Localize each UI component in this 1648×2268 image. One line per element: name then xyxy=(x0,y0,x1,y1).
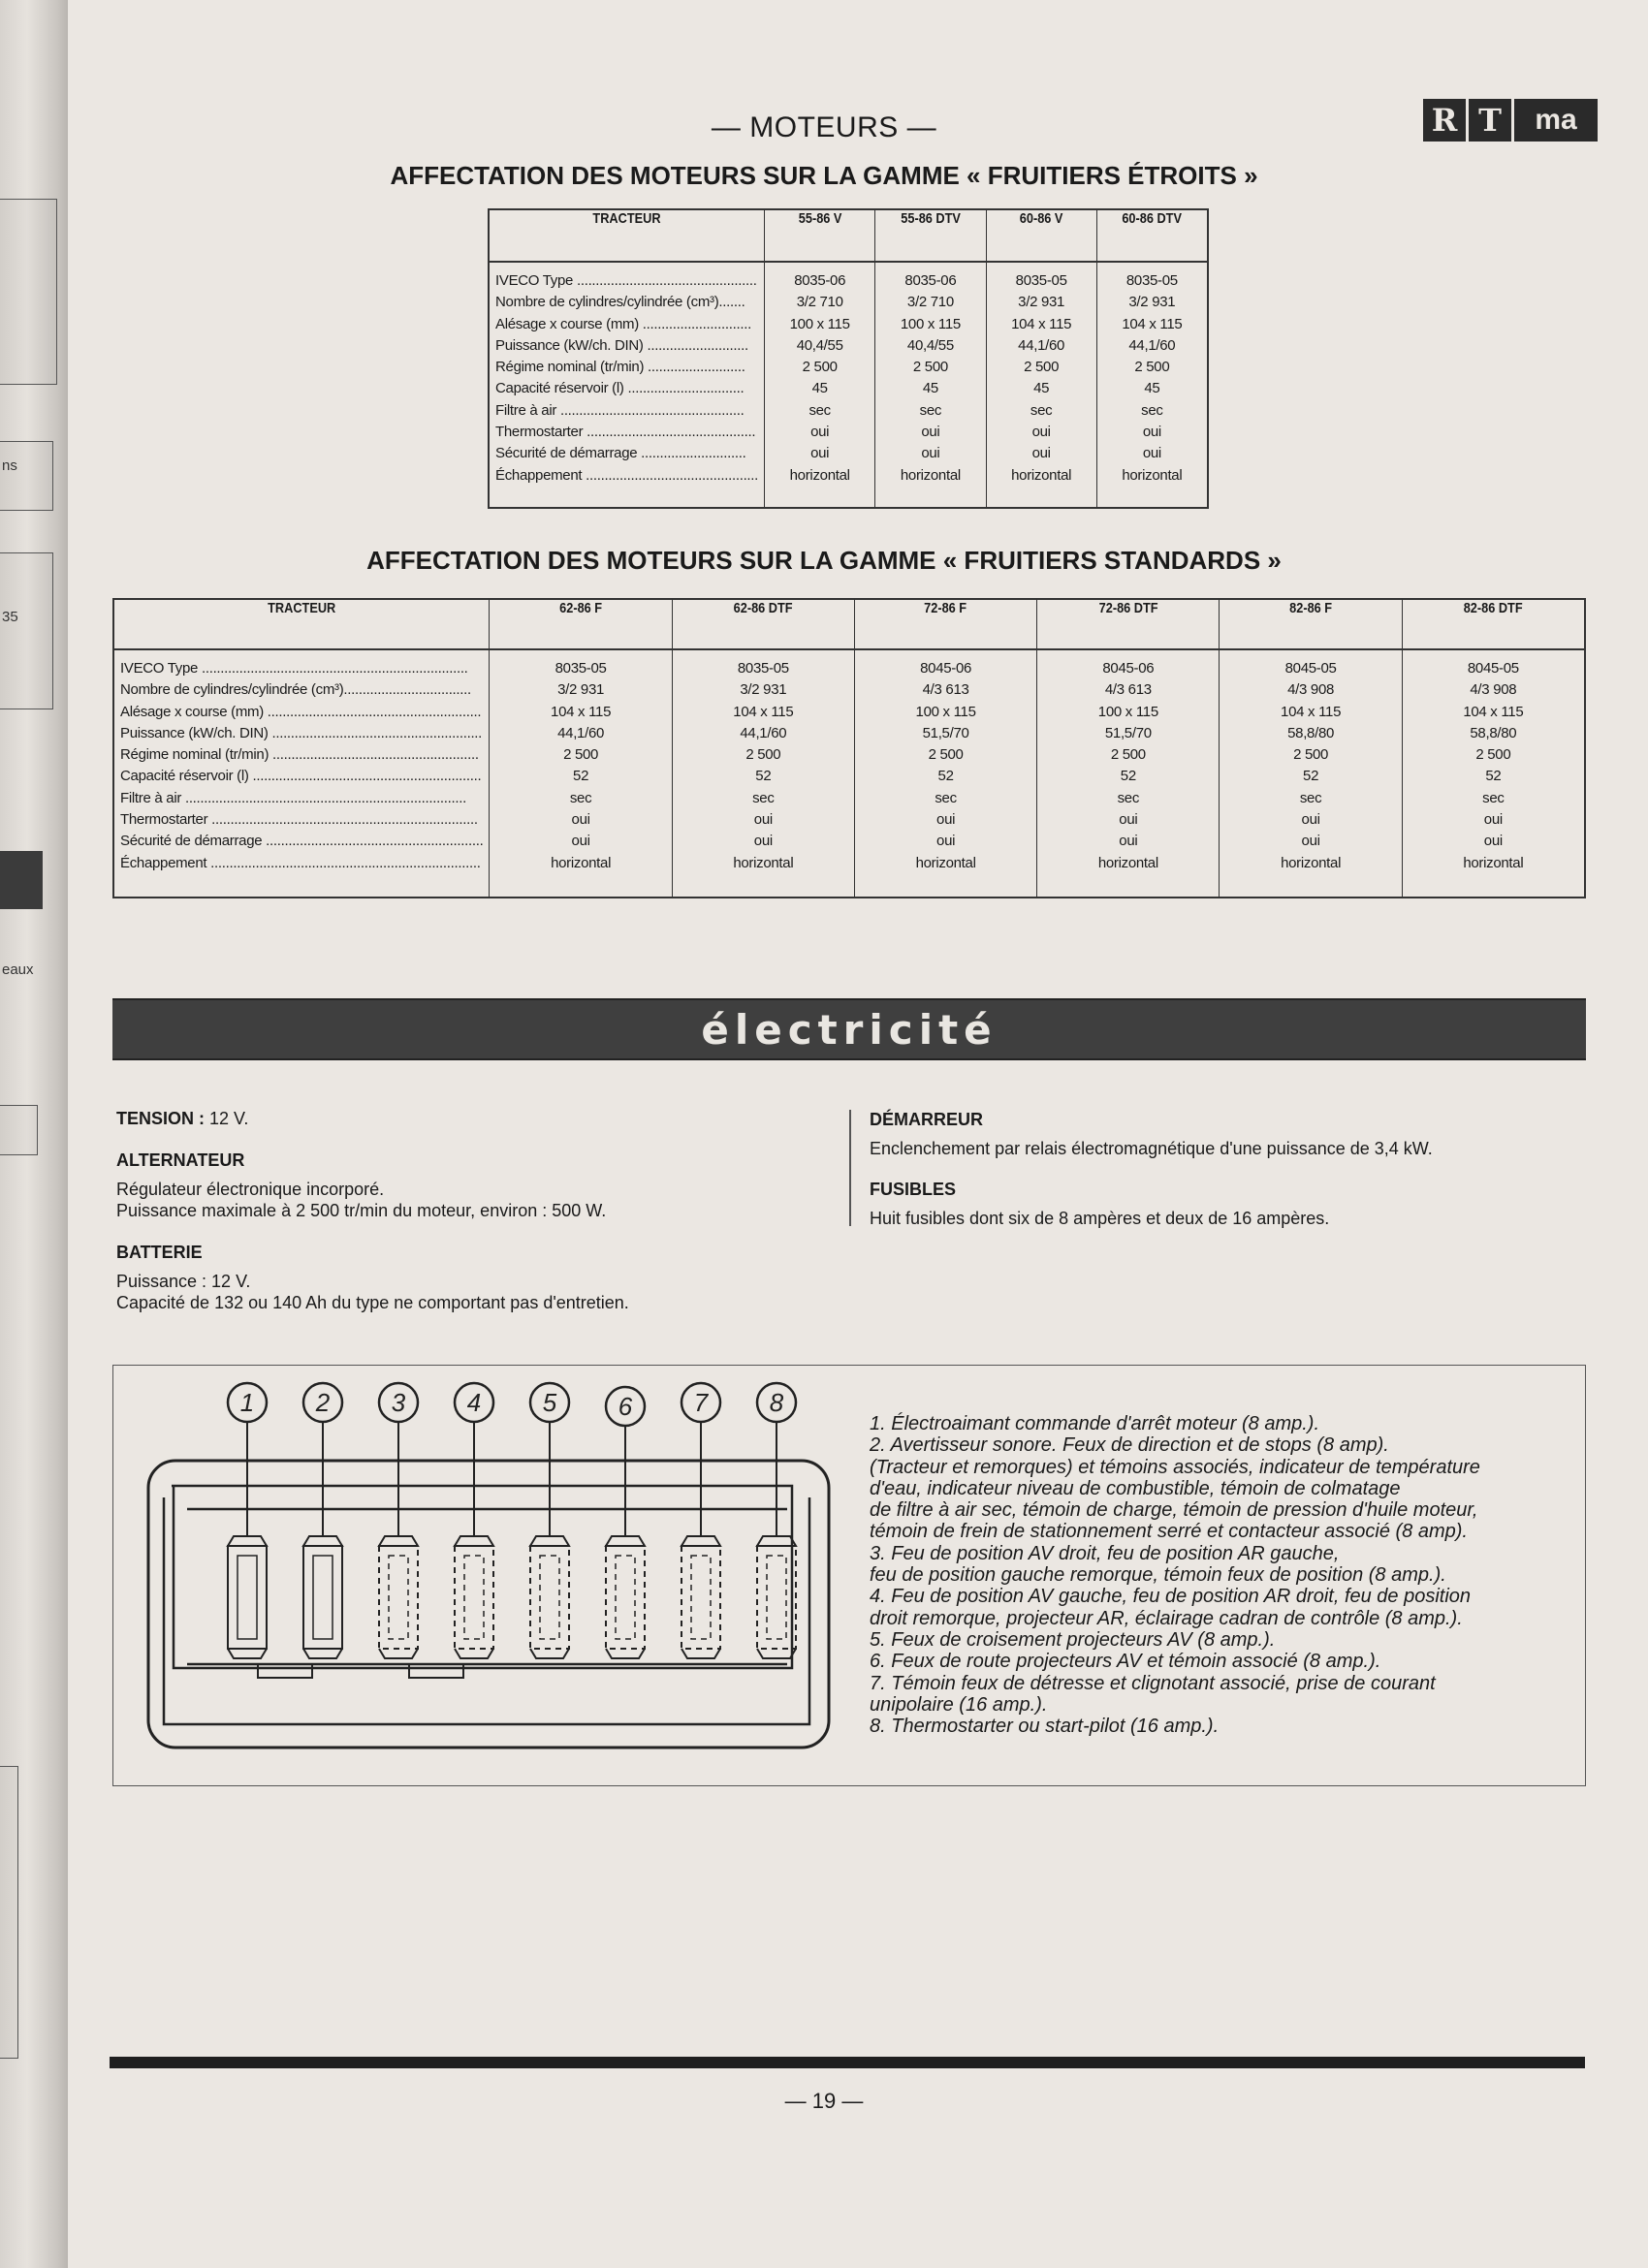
fuse xyxy=(681,1383,720,1658)
table-cell-value: 104 x 115 xyxy=(1011,315,1072,332)
table1-values-col xyxy=(875,262,986,508)
fuse-legend-line: (Tracteur et remorques) et témoins associés, indicateur de température xyxy=(870,1456,1480,1478)
rtma-logo xyxy=(1423,99,1598,142)
table-cell-value: 40,4/55 xyxy=(906,336,954,354)
fuse-legend-line: 4. Feu de position AV gauche, feu de position AR droit, feu de position xyxy=(870,1586,1472,1608)
table2-engine-specs xyxy=(112,598,1586,898)
table2-col-header: 62-86 F xyxy=(503,599,658,649)
table1-labels xyxy=(489,262,765,508)
fuse xyxy=(455,1383,493,1658)
table-cell-value: 104 x 115 xyxy=(1122,315,1183,332)
fuse-top-cap xyxy=(228,1536,267,1546)
table-cell-value: 45 xyxy=(1144,380,1160,397)
batterie-line: Capacité de 132 ou 140 Ah du type ne comportant pas d'entretien. xyxy=(116,1293,629,1312)
tension-line xyxy=(116,1108,248,1129)
fuse-bottom-cap xyxy=(530,1649,569,1658)
table2-title: AFFECTATION DES MOTEURS SUR LA GAMME « FRUITIERS STANDARDS » xyxy=(366,546,1282,575)
table-cell-value: 2 500 xyxy=(1293,746,1329,764)
table-cell-value: sec xyxy=(1030,401,1053,419)
table2-values-col xyxy=(490,649,672,898)
table-cell-value: horizontal xyxy=(1463,854,1524,871)
alternateur-line: Puissance maximale à 2 500 tr/min du moteur, environ : 500 W. xyxy=(116,1201,607,1220)
table1-body-row xyxy=(489,262,1208,508)
fuse xyxy=(228,1383,267,1658)
logo-letter: R xyxy=(1423,99,1466,142)
column-divider xyxy=(849,1110,851,1226)
table-cell-value: 52 xyxy=(1485,768,1502,785)
row-label: Capacité réservoir (l) ............................... xyxy=(495,380,745,397)
table-cell-value: 100 x 115 xyxy=(1097,703,1158,720)
table-cell-value: horizontal xyxy=(1097,854,1158,871)
table-cell-value: 104 x 115 xyxy=(733,703,794,720)
fuse-top-cap xyxy=(681,1536,720,1546)
fuse-legend xyxy=(870,1413,1568,1737)
fuse-number: 2 xyxy=(315,1388,331,1417)
fuse-box-inner-outline xyxy=(172,1486,792,1668)
row-label: Capacité réservoir (l) ............................................................. xyxy=(120,768,482,785)
table-cell-value: 2 500 xyxy=(802,359,838,376)
table-cell-value: 3/2 710 xyxy=(796,294,843,311)
table2-col-header: 72-86 F xyxy=(869,599,1024,649)
facing-page-box xyxy=(0,1766,18,2059)
table-cell-value: 8045-06 xyxy=(920,660,972,677)
fuse-number: 8 xyxy=(769,1388,784,1417)
table-cell-value: horizontal xyxy=(789,466,850,484)
table-cell-value: oui xyxy=(571,811,590,829)
table-cell-value: 40,4/55 xyxy=(796,336,843,354)
fuse-top-cap xyxy=(757,1536,796,1546)
table-cell-value: 2 500 xyxy=(1024,359,1060,376)
electricite-band xyxy=(112,998,1586,1060)
table1-values-col xyxy=(986,262,1096,508)
fuse xyxy=(606,1387,645,1658)
table-cell-value: oui xyxy=(810,445,830,462)
table2-values-col xyxy=(672,649,854,898)
table-cell-value: sec xyxy=(1141,401,1163,419)
row-label: IVECO Type ....................................................................... xyxy=(120,660,468,677)
table1-col-header: 55-86 DTV xyxy=(883,209,977,262)
facing-page-text: ns xyxy=(2,457,17,474)
table-cell-value: 4/3 613 xyxy=(1104,681,1152,699)
facing-page-box xyxy=(0,1105,38,1155)
table-cell-value: 45 xyxy=(1033,380,1050,397)
fuse-element xyxy=(389,1556,408,1639)
tension-label: TENSION : xyxy=(116,1109,206,1128)
table2-values-col xyxy=(1037,649,1220,898)
table-cell-value: 8045-05 xyxy=(1467,660,1519,677)
table-cell-value: oui xyxy=(921,445,940,462)
table1-title: AFFECTATION DES MOTEURS SUR LA GAMME « FRUITIERS ÉTROITS » xyxy=(390,161,1258,190)
table-cell-value: oui xyxy=(921,424,940,441)
fuse-legend-line: unipolaire (16 amp.). xyxy=(870,1693,1048,1716)
fuse-element xyxy=(238,1556,257,1639)
fusibles-text: Huit fusibles dont six de 8 ampères et deux de 16 ampères. xyxy=(870,1209,1330,1228)
fuse-legend-line: 1. Électroaimant commande d'arrêt moteur (8 amp.). xyxy=(870,1413,1320,1434)
table-cell-value: 45 xyxy=(811,380,828,397)
table-cell-value: oui xyxy=(1031,424,1051,441)
fuse-box-diagram xyxy=(113,1366,850,1785)
table-cell-value: horizontal xyxy=(915,854,976,871)
section-title: — MOTEURS — xyxy=(711,111,937,143)
table1-header-tracteur: TRACTEUR xyxy=(509,209,744,262)
table2-labels xyxy=(113,649,490,898)
table-cell-value: 3/2 710 xyxy=(906,294,954,311)
fuse-legend-line: 3. Feu de position AV droit, feu de position AR gauche, xyxy=(870,1542,1340,1564)
fuse-bottom-cap xyxy=(757,1649,796,1658)
table-cell-value: 44,1/60 xyxy=(1018,336,1065,354)
fuse-legend-line: 7. Témoin feux de détresse et clignotant associé, prise de courant xyxy=(870,1672,1436,1694)
row-label: Thermostarter ....................................................................... xyxy=(120,811,478,829)
table-cell-value: 44,1/60 xyxy=(1128,336,1176,354)
table-cell-value: horizontal xyxy=(900,466,961,484)
row-label: Échappement .............................................. xyxy=(495,466,759,484)
fuse-number: 3 xyxy=(391,1388,406,1417)
row-label: Thermostarter ............................................. xyxy=(495,424,756,441)
table2-values-col xyxy=(1220,649,1402,898)
facing-page-text: eaux xyxy=(2,961,34,978)
fuse-bottom-cap xyxy=(303,1649,342,1658)
fuse-bottom-cap xyxy=(606,1649,645,1658)
table-cell-value: oui xyxy=(810,424,830,441)
table-cell-value: oui xyxy=(1483,833,1503,850)
table-cell-value: 52 xyxy=(755,768,772,785)
table-cell-value: oui xyxy=(1031,445,1051,462)
row-label: Échappement ........................................................................ xyxy=(120,854,481,871)
fuse xyxy=(757,1383,796,1658)
table-cell-value: 104 x 115 xyxy=(1463,703,1524,720)
logo-letter: ma xyxy=(1514,99,1598,142)
fuse-legend-line: d'eau, indicateur niveau de combustible, témoin de colmatage xyxy=(870,1477,1401,1499)
fuse-element xyxy=(313,1556,333,1639)
table-cell-value: oui xyxy=(1301,833,1320,850)
table1-engine-specs xyxy=(488,208,1209,509)
logo-letter: T xyxy=(1469,99,1511,142)
fuse-number: 6 xyxy=(618,1392,633,1421)
row-label: Puissance (kW/ch. DIN) ........................... xyxy=(495,336,748,354)
table-cell-value: 8045-06 xyxy=(1102,660,1155,677)
table-cell-value: 104 x 115 xyxy=(1281,703,1342,720)
table2-header-row xyxy=(113,599,1585,649)
table-cell-value: 2 500 xyxy=(1475,746,1511,764)
table-cell-value: 4/3 908 xyxy=(1470,681,1517,699)
fuse-body xyxy=(228,1546,267,1649)
fuse-element xyxy=(616,1556,635,1639)
table-cell-value: 45 xyxy=(922,380,938,397)
table-cell-value: oui xyxy=(1483,811,1503,829)
table-cell-value: oui xyxy=(936,833,956,850)
table-cell-value: sec xyxy=(1482,789,1505,806)
table-cell-value: 2 500 xyxy=(563,746,599,764)
table-cell-value: 100 x 115 xyxy=(789,315,850,332)
tension-value: 12 V. xyxy=(209,1109,249,1128)
batterie-line: Puissance : 12 V. xyxy=(116,1272,251,1291)
table-cell-value: 44,1/60 xyxy=(557,724,605,741)
table2-values-col xyxy=(1402,649,1585,898)
fuse-legend-line: 2. Avertisseur sonore. Feux de direction et de stops (8 amp). xyxy=(870,1434,1389,1457)
table-cell-value: 8035-06 xyxy=(794,272,846,289)
table1-col-header: 60-86 V xyxy=(995,209,1089,262)
fuse-legend-line: témoin de frein de stationnement serré et contacteur associé (8 amp). xyxy=(870,1521,1468,1543)
table-cell-value: 2 500 xyxy=(912,359,948,376)
table-cell-value: horizontal xyxy=(551,854,612,871)
table2-header-tracteur: TRACTEUR xyxy=(142,599,461,649)
table-cell-value: sec xyxy=(919,401,942,419)
table-cell-value: 58,8/80 xyxy=(1287,724,1335,741)
table1-col-header: 60-86 DTV xyxy=(1105,209,1200,262)
fuse-legend-line: 5. Feux de croisement projecteurs AV (8 amp.). xyxy=(870,1628,1276,1651)
table-cell-value: 104 x 115 xyxy=(551,703,612,720)
table-cell-value: 51,5/70 xyxy=(922,724,969,741)
fuse-body xyxy=(530,1546,569,1649)
demarreur-text: Enclenchement par relais électromagnétique d'une puissance de 3,4 kW. xyxy=(870,1139,1433,1158)
fuse-body xyxy=(606,1546,645,1649)
facing-page-edge xyxy=(0,0,60,2268)
table-cell-value: sec xyxy=(935,789,957,806)
table-cell-value: 51,5/70 xyxy=(1104,724,1152,741)
fuse-body xyxy=(303,1546,342,1649)
table-cell-value: oui xyxy=(753,833,773,850)
fuse-top-cap xyxy=(455,1536,493,1546)
table-cell-value: 52 xyxy=(937,768,954,785)
fuse-box-inner-outline xyxy=(164,1497,809,1724)
fuse-number: 7 xyxy=(693,1388,709,1417)
page-number: — 19 — xyxy=(784,2089,864,2113)
facing-page-box xyxy=(0,199,57,385)
table-cell-value: 8035-05 xyxy=(1015,272,1067,289)
table-cell-value: 3/2 931 xyxy=(1018,294,1065,311)
facing-page-text: 35 xyxy=(2,609,18,625)
row-label: Alésage x course (mm) ......................................................... xyxy=(120,703,482,720)
table-cell-value: sec xyxy=(569,789,592,806)
table2-col-header: 82-86 DTF xyxy=(1415,599,1570,649)
table-cell-value: 3/2 931 xyxy=(740,681,787,699)
fuse-body xyxy=(757,1546,796,1649)
row-label: Alésage x course (mm) ............................. xyxy=(495,315,751,332)
table2-col-header: 72-86 DTF xyxy=(1051,599,1206,649)
row-label: Régime nominal (tr/min) .......................... xyxy=(495,359,745,376)
table-cell-value: oui xyxy=(1119,833,1138,850)
fuse-top-cap xyxy=(379,1536,418,1546)
alternateur-heading: ALTERNATEUR xyxy=(116,1150,245,1170)
table-cell-value: 2 500 xyxy=(1134,359,1170,376)
alternateur-line: Régulateur électronique incorporé. xyxy=(116,1180,385,1199)
table-cell-value: 2 500 xyxy=(1110,746,1146,764)
table-cell-value: horizontal xyxy=(1011,466,1072,484)
fuse-legend-line: feu de position gauche remorque, témoin feux de position (8 amp.). xyxy=(870,1564,1446,1587)
fuse-body xyxy=(455,1546,493,1649)
fuse-top-cap xyxy=(606,1536,645,1546)
table-cell-value: 52 xyxy=(1303,768,1319,785)
row-label: Nombre de cylindres/cylindrée (cm³)....... xyxy=(495,294,745,311)
table2-col-header: 62-86 DTF xyxy=(685,599,840,649)
facing-page-band xyxy=(0,851,43,909)
batterie-heading: BATTERIE xyxy=(116,1243,203,1262)
table-cell-value: 58,8/80 xyxy=(1470,724,1517,741)
row-label: Nombre de cylindres/cylindrée (cm³).................................. xyxy=(120,681,471,699)
table-cell-value: 3/2 931 xyxy=(1128,294,1176,311)
row-label: Sécurité de démarrage ............................ xyxy=(495,445,746,462)
row-label: Régime nominal (tr/min) ....................................................... xyxy=(120,746,479,764)
fuse-number: 5 xyxy=(542,1388,557,1417)
row-label: IVECO Type ................................................ xyxy=(495,272,757,289)
fusibles-heading: FUSIBLES xyxy=(870,1180,957,1199)
fuse-element xyxy=(691,1556,711,1639)
table-cell-value: oui xyxy=(1301,811,1320,829)
row-label: Puissance (kW/ch. DIN) ........................................................ xyxy=(120,724,483,741)
table-cell-value: 44,1/60 xyxy=(740,724,787,741)
table-cell-value: 4/3 613 xyxy=(922,681,969,699)
table-cell-value: 8035-05 xyxy=(737,660,789,677)
fuse-box-outline xyxy=(148,1461,829,1748)
table-cell-value: sec xyxy=(752,789,775,806)
electricite-title: électricité xyxy=(701,1005,998,1054)
table-cell-value: oui xyxy=(1119,811,1138,829)
table-cell-value: 100 x 115 xyxy=(900,315,961,332)
table-cell-value: sec xyxy=(1117,789,1140,806)
table-cell-value: sec xyxy=(808,401,831,419)
fuse xyxy=(530,1383,569,1658)
fuse-element xyxy=(540,1556,559,1639)
fuse-body xyxy=(379,1546,418,1649)
table-cell-value: 2 500 xyxy=(928,746,964,764)
table1-header-row xyxy=(489,209,1208,262)
table-cell-value: 8045-05 xyxy=(1284,660,1337,677)
table-cell-value: 2 500 xyxy=(745,746,781,764)
row-label: Filtre à air ........................................................................... xyxy=(120,789,467,806)
batterie-text xyxy=(116,1271,629,1313)
row-label: Sécurité de démarrage .......................................................... xyxy=(120,833,484,850)
fuse xyxy=(379,1383,418,1658)
table-cell-value: 100 x 115 xyxy=(915,703,976,720)
table2-col-header: 82-86 F xyxy=(1233,599,1388,649)
table-cell-value: sec xyxy=(1299,789,1322,806)
fuse-number: 4 xyxy=(466,1388,482,1417)
fuse-number: 1 xyxy=(239,1388,255,1417)
table-cell-value: oui xyxy=(936,811,956,829)
facing-page-box xyxy=(0,552,53,709)
fuse-bridge xyxy=(409,1664,463,1678)
fuse-bridge xyxy=(258,1664,312,1678)
table-cell-value: 8035-05 xyxy=(555,660,607,677)
fuse-legend-line: 8. Thermostarter ou start-pilot (16 amp.). xyxy=(870,1716,1220,1738)
table-cell-value: 8035-05 xyxy=(1125,272,1178,289)
fuse-bottom-cap xyxy=(379,1649,418,1658)
table-cell-value: 52 xyxy=(573,768,589,785)
table2-body-row xyxy=(113,649,1585,898)
table2-values-col xyxy=(854,649,1036,898)
demarreur-heading: DÉMARREUR xyxy=(870,1110,983,1129)
fuse-body xyxy=(681,1546,720,1649)
table-cell-value: horizontal xyxy=(1281,854,1342,871)
fuse-bottom-cap xyxy=(455,1649,493,1658)
fuse-element xyxy=(767,1556,786,1639)
table-cell-value: horizontal xyxy=(733,854,794,871)
table-cell-value: horizontal xyxy=(1122,466,1183,484)
fuse-bottom-cap xyxy=(681,1649,720,1658)
fuse-top-cap xyxy=(303,1536,342,1546)
table-cell-value: 3/2 931 xyxy=(557,681,605,699)
table-cell-value: 4/3 908 xyxy=(1287,681,1335,699)
fuse-legend-line: de filtre à air sec, témoin de charge, témoin de pression d'huile moteur, xyxy=(870,1499,1478,1522)
alternateur-text xyxy=(116,1179,606,1221)
fuse-element xyxy=(464,1556,484,1639)
table-cell-value: oui xyxy=(753,811,773,829)
table-cell-value: 8035-06 xyxy=(904,272,957,289)
fuse-bottom-cap xyxy=(228,1649,267,1658)
table1-values-col xyxy=(765,262,875,508)
table1-values-col xyxy=(1096,262,1208,508)
fuse-legend-line: 6. Feux de route projecteurs AV et témoin associé (8 amp.). xyxy=(870,1651,1381,1673)
fuse-legend-line: droit remorque, projecteur AR, éclairage cadran de contrôle (8 amp.). xyxy=(870,1607,1463,1629)
table1-col-header: 55-86 V xyxy=(773,209,867,262)
row-label: Filtre à air ................................................. xyxy=(495,401,745,419)
table-cell-value: oui xyxy=(571,833,590,850)
fuse-top-cap xyxy=(530,1536,569,1546)
fuse xyxy=(303,1383,342,1658)
bottom-rule xyxy=(110,2057,1585,2068)
table-cell-value: 52 xyxy=(1120,768,1136,785)
table-cell-value: oui xyxy=(1142,445,1161,462)
facing-page-box xyxy=(0,441,53,511)
table-cell-value: oui xyxy=(1142,424,1161,441)
